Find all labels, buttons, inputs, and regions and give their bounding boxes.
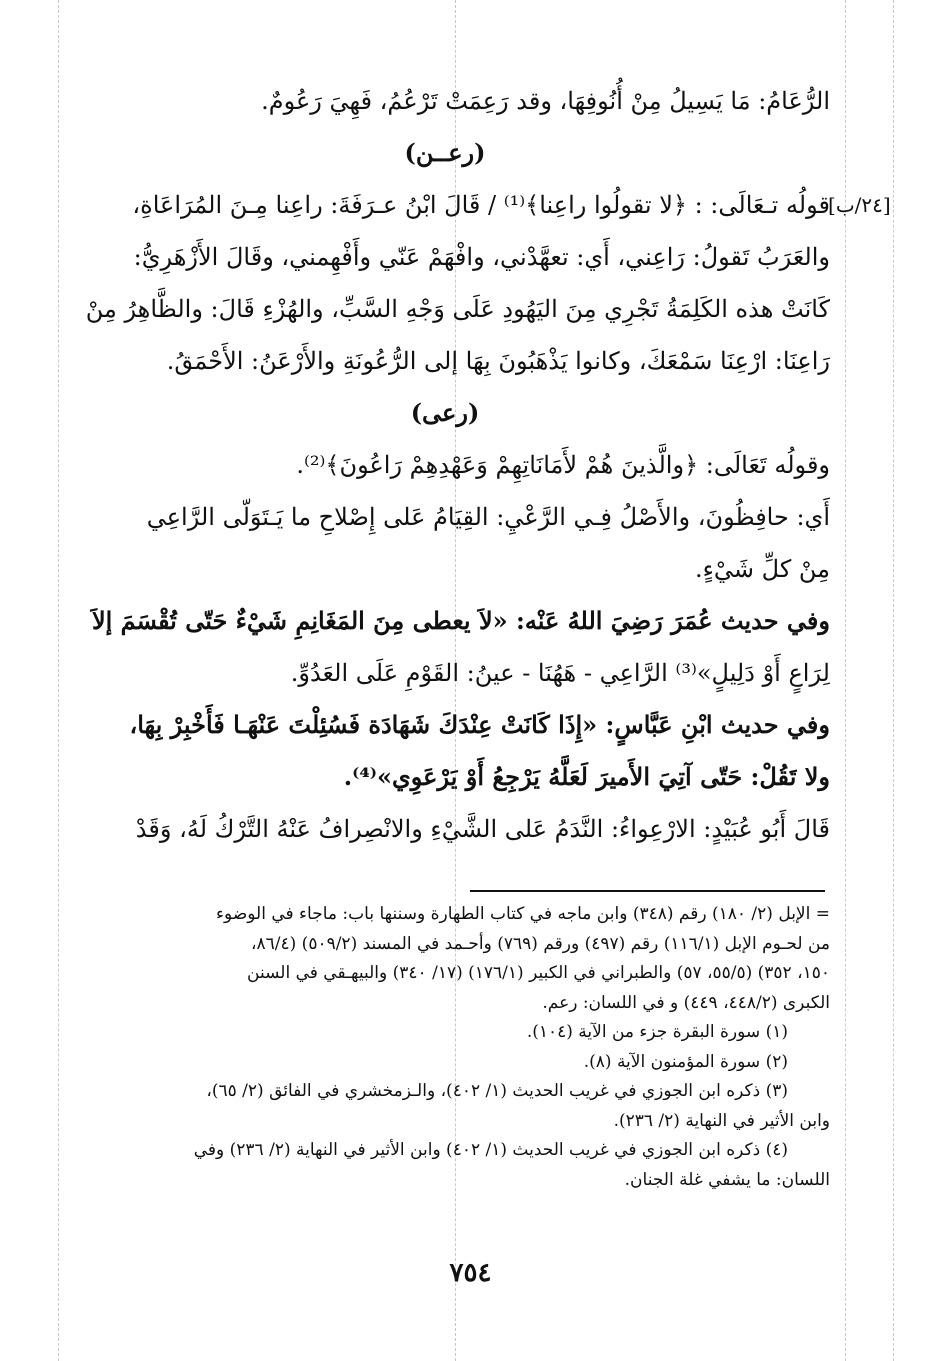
scan-guide-line bbox=[58, 0, 59, 1361]
footnote-3: (٣) ذكره ابن الجوزي في غريب الحديث (١/ ٤٠٢)، والـزمخشري في الفائق (٢/ ٦٥)، bbox=[206, 1081, 788, 1101]
main-text bbox=[60, 75, 830, 855]
footnote-separator bbox=[470, 890, 825, 892]
text-line: مِنْ كلِّ شَيْءٍ. bbox=[694, 555, 830, 583]
footnote-2: (٢) سورة المؤمنون الآية (٨). bbox=[583, 1051, 788, 1072]
text-line: قولُه تـعَالَى: : ﴿لا تقولُوا راعِنا﴾⁽¹⁾ / قَالَ ابْنُ عـرَفَةَ: راعِنا مِـنَ المُرَاعَاةِ، bbox=[132, 191, 830, 219]
hadith-line: ولا تَقُلْ: حَتّى آتِيَ الأَميرَ لَعَلَّهُ يَرْجِعُ أَوْ يَرْعَوِي»⁽⁴⁾. bbox=[343, 762, 830, 791]
hadith-line: وفي حديث عُمَرَ رَضِيَ اللهُ عَنْه: «لاَ يعطى مِنَ المَغَانِمِ شَيْءٌ حَتّى تُقْسَمَ إلاَ bbox=[91, 606, 830, 635]
text-line: أَي: حافِظُونَ، والأَصْلُ فِـي الرَّعْيِ: القِيَامُ عَلى إِصْلاحِ ما يَـتَوَلّى الرَّاعِي bbox=[146, 503, 830, 531]
margin-folio-reference: [٢٤/ب] bbox=[828, 193, 891, 217]
text-line: كَانَتْ هذه الكَلِمَةُ تَجْرِي مِنَ اليَهُودِ عَلَى وَجْهِ السَّبِّ، والهُزْءِ قَالَ: والظَّاهِرُ مِنْ bbox=[85, 295, 830, 323]
text-line: والعَرَبُ تَقولُ: رَاعِني، أَي: تعهَّدْني، وافْهَمْ عَنّي وأَفْهِمني، وقَالَ الأَزْهَرِيُّ: bbox=[133, 243, 830, 271]
entry-heading: (رعــن) bbox=[404, 138, 486, 167]
footnote-line: = الإبل (٢/ ١٨٠) رقم (٣٤٨) وابن ماجه في كتاب الطهارة وسننها باب: ماجاء في الوضوء bbox=[216, 904, 830, 924]
footnotes bbox=[60, 900, 830, 1195]
footnote-line: ١٥٠، ٣٥٢) (٥٥/٥، ٥٧) والطبراني في الكبير (١٧٦/١) (١٧/ ٣٤٠) والبيهـقي في السنن bbox=[247, 963, 830, 983]
text-line: رَاعِنَا: ارْعِنَا سَمْعَكَ، وكانوا يَذْهَبُونَ بِهَا إلى الرُّعُونَةِ والأَرْعَنُ: الأَحْمَقُ. bbox=[166, 347, 830, 375]
text-line: قَالَ أَبُو عُبَيْدٍ: الارْعِواءُ: النَّدَمُ عَلى الشَّيْءِ والانْصِرافُ عَنْهُ التَّرْكُ لَهُ، وَقَدْ bbox=[135, 815, 830, 843]
footnote-line: من لحـوم الإبل (١١٦/١) رقم (٤٩٧) ورقم (٧٦٩) وأحـمد في المسند (٥٠٩/٢) (٨٦/٤، bbox=[251, 933, 830, 954]
text-line: لِرَاعٍ أَوْ دَلِيلٍ»⁽³⁾ الرَّاعِي - هَهُنَا - عينُ: القَوْمِ عَلَى العَدُوِّ. bbox=[290, 659, 830, 687]
footnote-4: (٤) ذكره ابن الجوزي في غريب الحديث (١/ ٤٠٢) وابن الأثير في النهاية (٢/ ٢٣٦) وفي bbox=[193, 1140, 788, 1160]
hadith-line: وفي حديث ابْنِ عَبَّاسٍ: «إِذَا كَانَتْ عِنْدَكَ شَهَادَة فَسُئِلْتَ عَنْهَـا فَأَخْبِرْ بِهَا، bbox=[129, 710, 830, 739]
scan-guide-line bbox=[893, 0, 894, 1361]
text-line: الرُّعَامُ: مَا يَسِيلُ مِنْ أُنُوفِهَا، وقد رَعِمَتْ تَرْعُمُ، فَهِيَ رَعُومٌ. bbox=[261, 87, 830, 115]
entry-heading: (رعى) bbox=[410, 398, 480, 427]
footnote-4-continued: اللسان: ما يشفي غلة الجنان. bbox=[624, 1169, 830, 1190]
page-number: ٧٥٤ bbox=[449, 1258, 492, 1288]
text-line: وقولُه تَعَالَى: ﴿والَّذينَ هُمْ لأَمَانَاتِهِمْ وَعَهْدِهِمْ رَاعُونَ﴾⁽²⁾. bbox=[296, 451, 830, 479]
footnote-3-continued: وابن الأثير في النهاية (٢/ ٢٣٦). bbox=[613, 1110, 830, 1131]
footnote-1: (١) سورة البقرة جزء من الآية (١٠٤). bbox=[526, 1022, 788, 1042]
footnote-line: الكبرى (٤٤٨/٢، ٤٤٩) و في اللسان: رعم. bbox=[542, 992, 830, 1013]
